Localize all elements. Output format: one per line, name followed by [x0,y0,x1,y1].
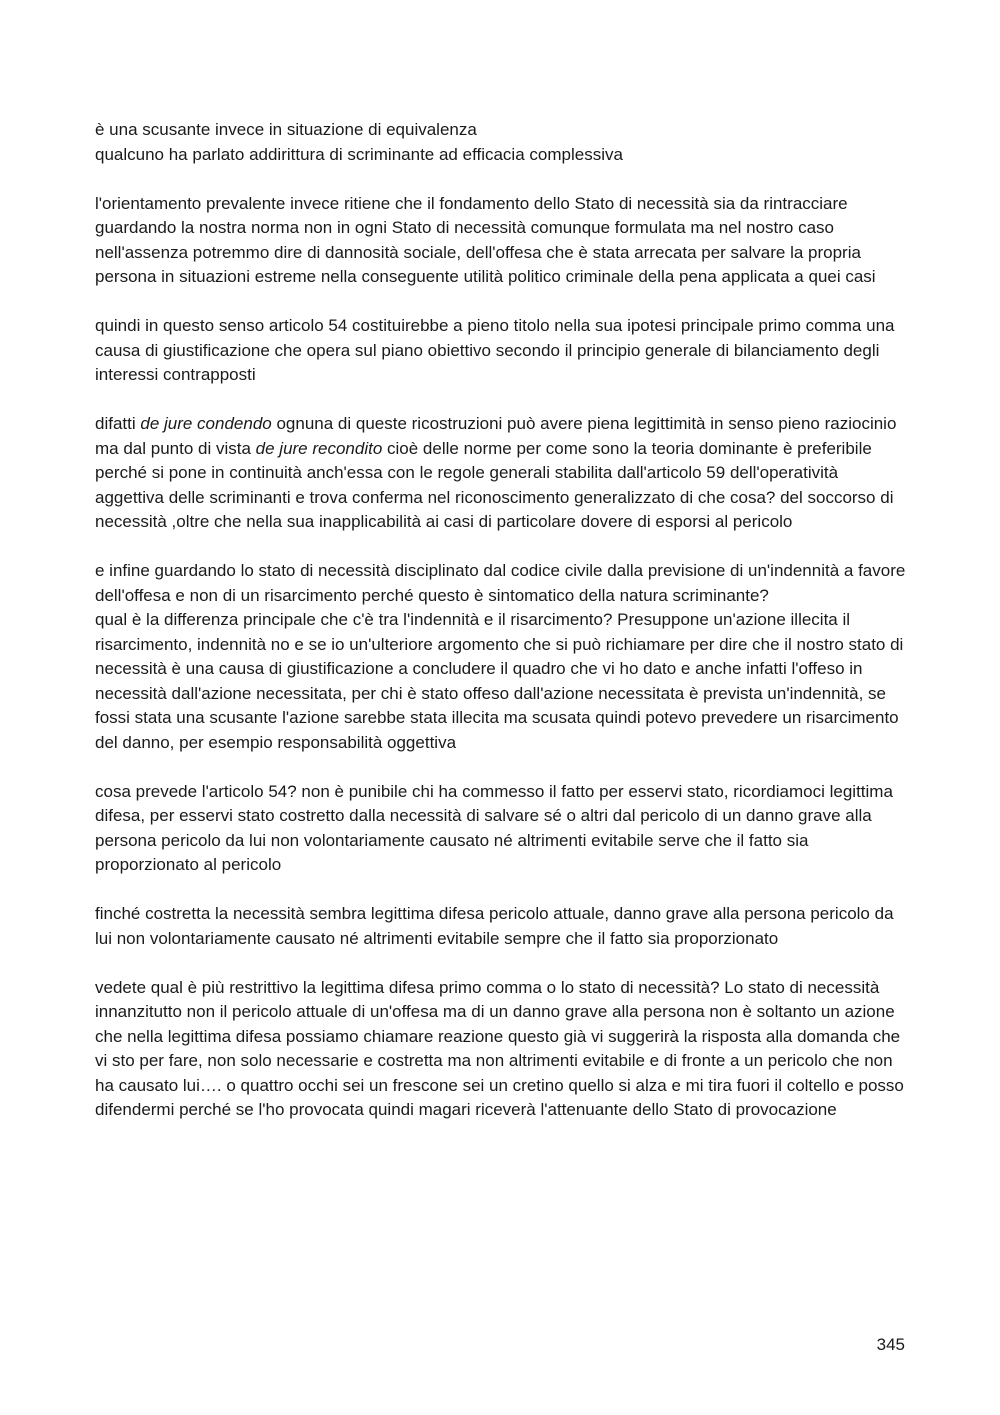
paragraph: quindi in questo senso articolo 54 costituirebbe a pieno titolo nella sua ipotesi principale primo comma una causa di giustificazione che opera sul piano obiettivo secondo il principio generale di bilanciamento degli interessi contrapposti [95,316,895,384]
paragraph-gap [95,167,910,192]
italic-phrase: de jure recondito [255,438,383,458]
paragraph-gap [95,878,910,903]
italic-phrase: de jure condendo [140,414,272,433]
document-body [95,118,910,1123]
text-segment: difatti [95,414,141,433]
paragraph: qual è la differenza principale che c'è tra l'indennità e il risarcimento? Presuppone un'azione illecita il risarcimento, indennità no e se io un'ulteriore argomento che si può richiamare per dire che il nostro stato di necessità è una causa di giustificazione a concludere il quadro che vi ho dato e anche infatti l'offeso in necessità dall'azione necessitata, per chi è stato offeso dall'azione necessitata è prevista un'indennità, se fossi stata una scusante l'azione sarebbe stata illecita ma scusata quindi potevo prevedere un risarcimento del danno, per esempio responsabilità oggettiva [95,610,904,752]
paragraph-gap [95,290,910,315]
paragraph [95,412,910,535]
paragraph-gap [95,755,910,780]
paragraph: l'orientamento prevalente invece ritiene che il fondamento dello Stato di necessità sia da rintracciare guardando la nostra norma non in ogni Stato di necessità comunque formulata ma nel nostro caso nell'assenza potremmo dire di dannosità sociale, dell'offesa che è stata arrecata per salvare la propria persona in situazioni estreme nella conseguente utilità politico criminale della pena applicata a quei casi [95,193,876,286]
paragraph: vedete qual è più restrittivo la legittima difesa primo comma o lo stato di necessità? Lo stato di necessità innanzitutto non il pericolo attuale di un'offesa ma di un danno grave alla persona non è soltanto un azione che nella legittima difesa possiamo chiamare reazione questo già vi suggerirà la risposta alla domanda che vi sto per fare, non solo necessarie e costretta ma non altrimenti evitabile e di fronte a un pericolo che non ha causato lui…. o quattro occhi sei un frescone sei un cretino quello si alza e mi tira fuori il coltello e posso difendermi perché se l'ho provocata quindi magari riceverà l'attenuante dello Stato di provocazione [95,977,904,1119]
paragraph: è una scusante invece in situazione di equivalenza [95,120,477,139]
paragraph: finché costretta la necessità sembra legittima difesa pericolo attuale, danno grave alla persona pericolo da lui non volontariamente causato né altrimenti evitabile sempre che il fatto sia proporzionato [95,904,894,948]
paragraph-gap [95,951,910,976]
page-number: 345 [876,1335,905,1354]
paragraph: qualcuno ha parlato addirittura di scriminante ad efficacia complessiva [95,144,623,164]
paragraph-gap [95,535,910,560]
text-segment: ognuna di queste ricostruzioni può avere piena legittimità in senso pieno raziocinio ma dal punto di vista [95,414,897,458]
paragraph-gap [95,388,910,413]
paragraph: e infine guardando lo stato di necessità disciplinato dal codice civile dalla previsione di un'indennità a favore dell'offesa e non di un risarcimento perché questo è sintomatico della natura scriminante? [95,561,906,605]
paragraph: cosa prevede l'articolo 54? non è punibile chi ha commesso il fatto per esservi stato, ricordiamoci legittima difesa, per esservi stato costretto dalla necessità di salvare sé o altri dal pericolo di un danno grave alla persona pericolo da lui non volontariamente causato né altrimenti evitabile serve che il fatto sia proporzionato al pericolo [95,781,893,874]
text-segment: cioè delle norme per come sono la teoria dominante è preferibile perché si pone in continuità anch'essa con le regole generali stabilita dall'articolo 59 dell'operatività aggettiva delle scriminanti e trova conferma nel riconoscimento generalizzato di che cosa? del soccorso di necessità ,oltre che nella sua inapplicabilità ai casi di particolare dovere di esporsi al pericolo [95,438,894,531]
